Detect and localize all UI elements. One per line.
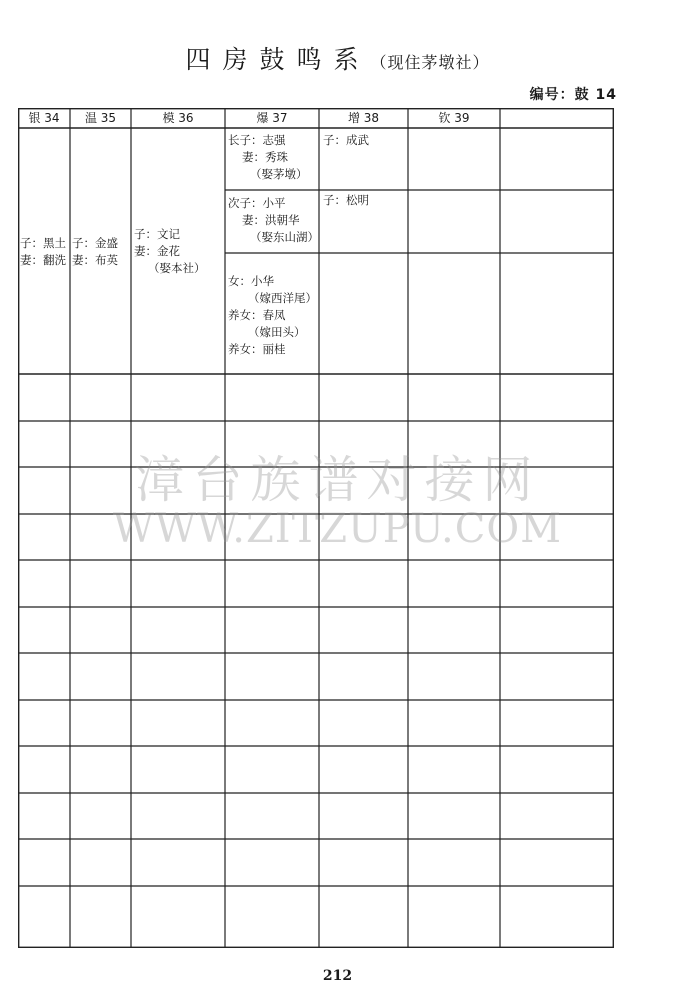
watermark-en: WWW.ZITZUPU.COM <box>112 506 563 552</box>
entry-c1 <box>72 235 118 269</box>
entry-c3a <box>228 132 308 183</box>
page-number: 212 <box>322 968 353 984</box>
entry-line: 子：成武 <box>323 133 369 147</box>
entry-line: （嫁田头） <box>248 325 306 339</box>
entry-line: 子：黑土 <box>20 236 66 250</box>
entry-line: （娶东山湖） <box>250 230 319 244</box>
page-title <box>0 40 675 76</box>
column-header: 银 34 <box>28 111 60 125</box>
entry-c4a <box>323 132 369 149</box>
column-header <box>500 108 614 128</box>
entry-c0 <box>20 235 66 269</box>
entry-line: （娶茅墩） <box>250 167 308 181</box>
entry-line: 妻：布英 <box>72 253 118 267</box>
column-header: 模 36 <box>162 111 194 125</box>
entry-line: 子：金盛 <box>72 236 118 250</box>
genealogy-table <box>18 108 614 948</box>
column-header: 钦 39 <box>438 111 470 125</box>
entry-line: 养女：丽桂 <box>228 342 286 356</box>
entry-line: 女：小华 <box>228 274 274 288</box>
entry-c4b <box>323 192 369 209</box>
title-sub: （现住茅墩社） <box>370 53 490 72</box>
entry-line: （娶本社） <box>148 261 206 275</box>
entry-line: （嫁西洋尾） <box>248 291 317 305</box>
column-header: 增 38 <box>347 111 380 125</box>
entry-line: 妻：翻洗 <box>20 253 66 267</box>
entry-line: 妻：金花 <box>134 244 180 258</box>
entry-line: 子：文记 <box>134 227 180 241</box>
record-code: 编号：鼓 14 <box>529 87 617 103</box>
entry-line: 子：松明 <box>323 193 369 207</box>
column-header: 温 35 <box>84 111 117 125</box>
entry-line: 长子：志强 <box>228 133 286 147</box>
entry-line: 养女：春凤 <box>228 308 286 322</box>
entry-c3c <box>228 273 317 358</box>
watermark-cn: 漳台族谱对接网 <box>134 451 541 509</box>
column-header: 爆 37 <box>256 111 288 125</box>
entry-c2 <box>134 226 206 277</box>
entry-line: 次子：小平 <box>228 196 286 210</box>
entry-c3b <box>228 195 319 246</box>
entry-line: 妻：洪朝华 <box>242 213 300 227</box>
entry-line: 妻：秀珠 <box>242 150 288 164</box>
title-main: 四房鼓鸣系 <box>185 45 371 74</box>
